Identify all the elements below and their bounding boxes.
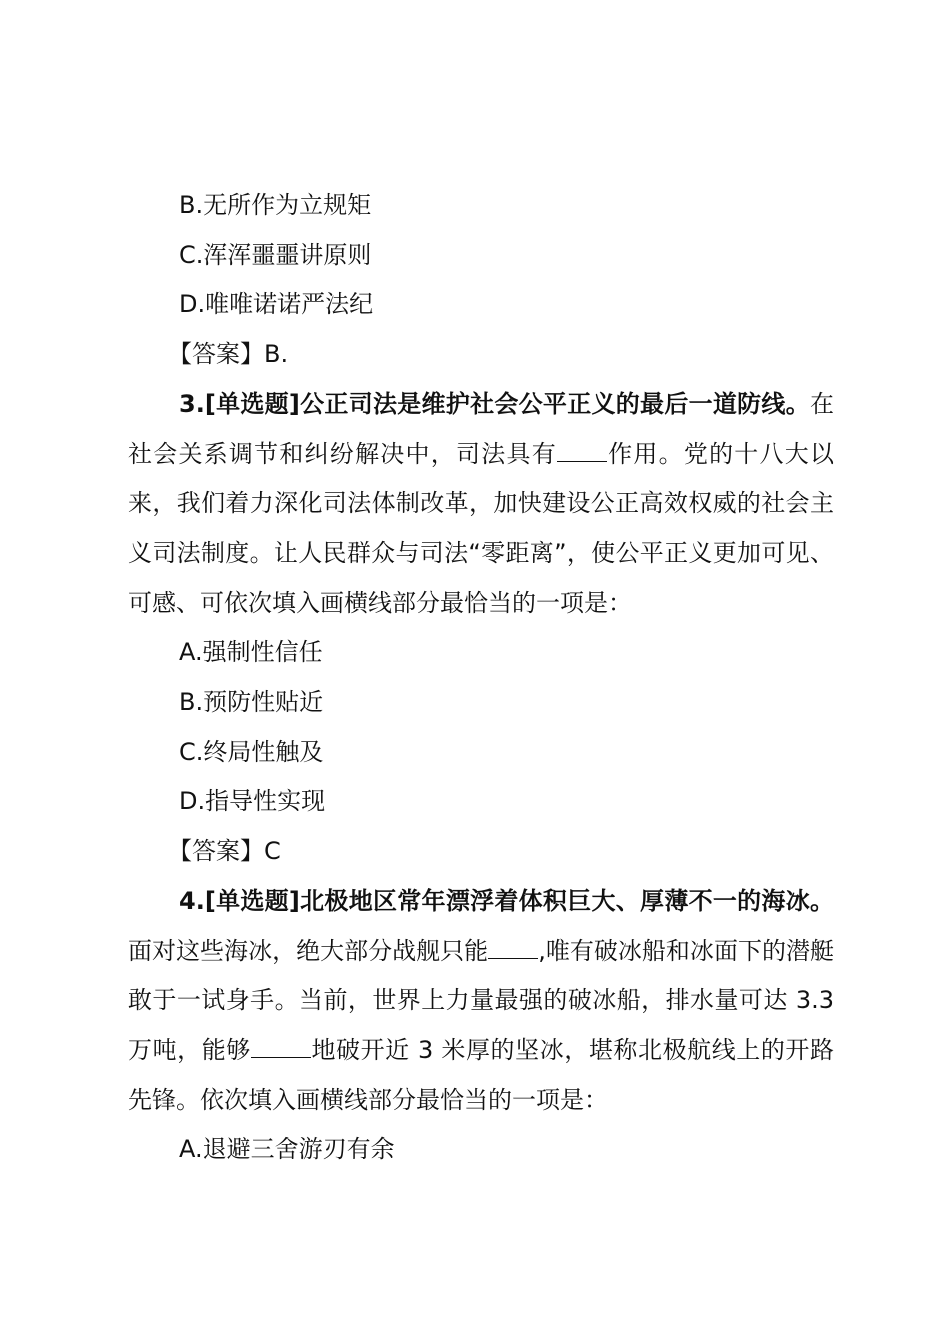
q3-heading: 3.[单选题]公正司法是维护社会公平正义的最后一道防线。 (179, 389, 810, 418)
document-body (128, 181, 834, 1175)
q3-option-c: C.终局性触及 (179, 737, 324, 766)
q4-heading: 4.[单选题]北极地区常年漂浮着体积巨大、厚薄不一的海冰。 (179, 886, 834, 915)
q3-option-a: A.强制性信任 (179, 638, 323, 667)
q3-body-after-blank: 作用。党的十八大以来，我们着力深化司法体制改革，加快建设公正高效权威的社会主义司法制度。让人民群众与司法“零距离”，使公平正义更加可见、可感、可依次填入画横线部分最恰当的一项是： (128, 439, 834, 617)
q4-paragraph (128, 877, 834, 1126)
q4-body-part2: ,唯有破冰船和冰面下的潜艇敢于一试身手。当前，世界上力量最强的破冰船，排水量可达 3.3 万吨，能够 (128, 936, 834, 1064)
q4-body-part3: 地破开近 3 米厚的坚冰，堪称北极航线上的开路先锋。依次填入画横线部分最恰当的一项是： (128, 1035, 835, 1114)
q3-option-b: B.预防性贴近 (179, 688, 324, 717)
q4-body-part1: 面对这些海冰，绝大部分战舰只能 (128, 936, 489, 965)
q2-option-d: D.唯唯诺诺严法纪 (179, 290, 374, 319)
q3-option-d: D.指导性实现 (179, 787, 326, 816)
q4-blank-2 (251, 1037, 311, 1058)
q2-option-b: B.无所作为立规矩 (179, 191, 372, 219)
q3-answer: 【答案】C (168, 837, 281, 866)
q3-paragraph (128, 380, 834, 629)
q3-body-before-blank: 在社会关系调节和纠纷解决中，司法具有 (128, 389, 834, 468)
q2-option-c: C.浑浑噩噩讲原则 (179, 240, 372, 269)
q2-answer: 【答案】B. (168, 340, 289, 369)
q4-blank-1 (488, 938, 538, 959)
q3-blank (557, 441, 607, 462)
q4-option-a: A.退避三舍游刃有余 (179, 1135, 395, 1164)
